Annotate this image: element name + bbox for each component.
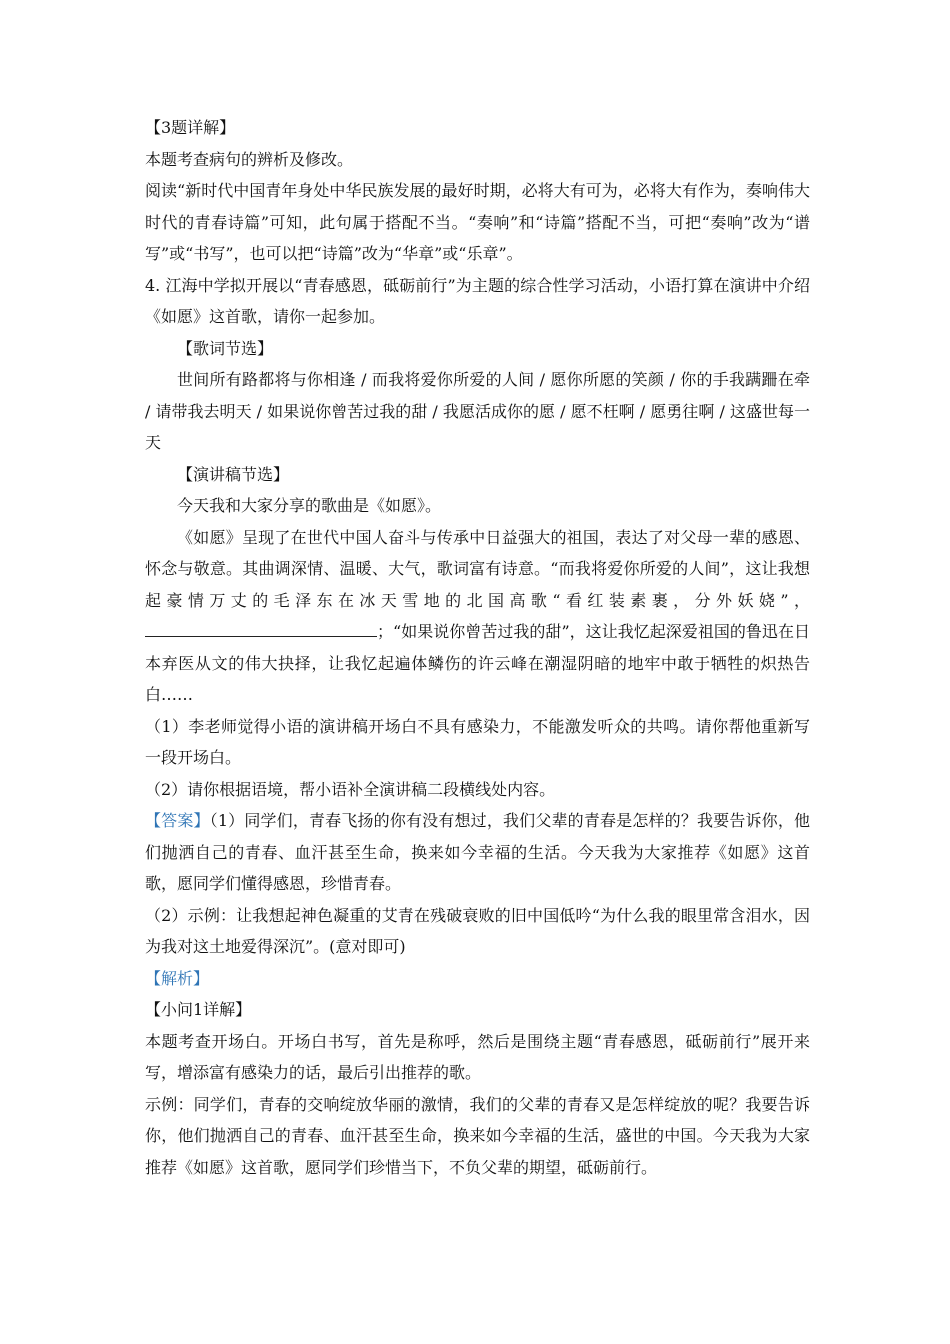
- speech-paragraph-2-part-a: 《如愿》呈现了在世代中国人奋斗与传承中日益强大的祖国，表达了对父母一辈的感恩、怀念与敬意。其曲调深情、温暖、大气，歌词富有诗意。“而我将爱你所爱的人间”，这让我想起豪情万丈的毛泽东在冰天雪地的北国高歌“看红装素裹，分外妖娆”，: [145, 527, 810, 610]
- section3-paragraph-2: 阅读“新时代中国青年身处中华民族发展的最好时期，必将大有可为，必将大有作为，奏响伟大时代的青春诗篇”可知，此句属于搭配不当。“奏响”和“诗篇”搭配不当，可把“奏响”改为“谱写”或“书写”，也可以把“诗篇”改为“华章”或“乐章”。: [145, 181, 810, 263]
- document-body: [145, 112, 810, 1183]
- speech-paragraph-2: [145, 522, 810, 711]
- sub1-detail-paragraph-1: 本题考查开场白。开场白书写，首先是称呼，然后是围绕主题“青春感恩，砥砺前行”展开来写，增添富有感染力的话，最后引出推荐的歌。: [145, 1031, 810, 1082]
- lyrics-text: 世间所有路都将与你相逢 / 而我将爱你所爱的人间 / 愿你所愿的笑颜 / 你的手我蹒跚在牵 / 请带我去明天 / 如果说你曾苦过我的甜 / 我愿活成你的愿 / 愿不枉啊 / 愿勇往啊 / 这盛世每一天: [145, 370, 810, 452]
- lyrics-heading: 【歌词节选】: [177, 338, 274, 358]
- speech-heading: 【演讲稿节选】: [177, 464, 290, 484]
- sub1-detail-heading: 【小问1详解】: [145, 1000, 252, 1019]
- answer-blank-line: [145, 618, 377, 637]
- speech-paragraph-1: 今天我和大家分享的歌曲是《如愿》。: [177, 496, 442, 515]
- section3-paragraph-1: 本题考查病句的辨析及修改。: [145, 149, 354, 169]
- answer-paragraph-1: [145, 805, 810, 900]
- section3-heading: 【3题详解】: [145, 118, 236, 137]
- speech-paragraph-2-part-b: ；“如果说你曾苦过我的甜”，这让我忆起深爱祖国的鲁迅在日本弃医从文的伟大抉择，让我忆起遍体鳞伤的许云峰在潮湿阴暗的地牢中敢于牺牲的炽热告白……: [145, 622, 810, 704]
- question4-intro: 4. 江海中学拟开展以“青春感恩，砥砺前行”为主题的综合性学习活动，小语打算在演讲中介绍《如愿》这首歌，请你一起参加。: [145, 275, 810, 326]
- sub-question-2: （2）请你根据语境，帮小语补全演讲稿二段横线处内容。: [145, 779, 556, 799]
- answer-1-text: （1）同学们，青春飞扬的你有没有想过，我们父辈的青春是怎样的？我要告诉你，他们抛洒自己的青春、血汗甚至生命，换来如今幸福的生活。今天我为大家推荐《如愿》这首歌，愿同学们懂得感恩，珍惜青春。: [145, 811, 810, 893]
- analysis-label: 【解析】: [145, 968, 210, 988]
- answer-paragraph-2: （2）示例：让我想起神色凝重的艾青在残破衰败的旧中国低吟“为什么我的眼里常含泪水，因为我对这土地爱得深沉”。(意对即可): [145, 905, 810, 956]
- sub1-detail-paragraph-2: 示例：同学们，青春的交响绽放华丽的激情，我们的父辈的青春又是怎样绽放的呢？我要告诉你，他们抛洒自己的青春、血汗甚至生命，换来如今幸福的生活，盛世的中国。今天我为大家推荐《如愿》这首歌，愿同学们珍惜当下，不负父辈的期望，砥砺前行。: [145, 1094, 810, 1177]
- answer-label: 【答案】: [145, 811, 210, 830]
- sub-question-1: （1）李老师觉得小语的演讲稿开场白不具有感染力，不能激发听众的共鸣。请你帮他重新写一段开场白。: [145, 716, 810, 767]
